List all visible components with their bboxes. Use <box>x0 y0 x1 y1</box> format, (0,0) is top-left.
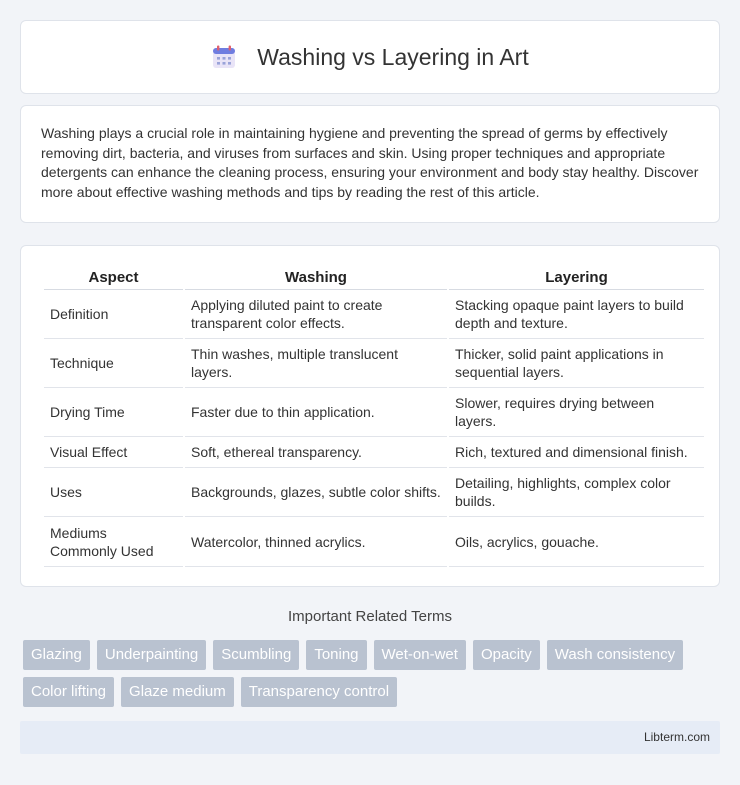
tag-glaze-medium[interactable]: Glaze medium <box>121 677 234 707</box>
cell-aspect: Uses <box>44 468 183 517</box>
related-terms-title: Important Related Terms <box>288 608 452 625</box>
intro-text: Washing plays a crucial role in maintaining hygiene and preventing the spread of germs by effectively removing dirt, bacteria, and viruses from surfaces and skin. Using proper techniques and appropriate detergents can enhance the cleaning process, ensuring your environment and body stay healthy. Discover more about effective washing methods and tips by reading the rest of this article. <box>41 125 699 200</box>
cell-layering: Detailing, highlights, complex color builds. <box>449 468 704 517</box>
cell-washing: Applying diluted paint to create transparent color effects. <box>185 290 447 339</box>
cell-layering: Slower, requires drying between layers. <box>449 388 704 437</box>
calendar-icon <box>211 44 237 70</box>
header-washing: Washing <box>185 262 447 290</box>
header-card <box>20 20 720 94</box>
footer <box>20 721 720 754</box>
tag-wet-on-wet[interactable]: Wet-on-wet <box>374 640 466 670</box>
table-row <box>44 468 704 517</box>
cell-layering: Stacking opaque paint layers to build depth and texture. <box>449 290 704 339</box>
tag-color-lifting[interactable]: Color lifting <box>23 677 114 707</box>
tag-wash-consistency[interactable]: Wash consistency <box>547 640 683 670</box>
cell-aspect: Drying Time <box>44 388 183 437</box>
cell-washing: Backgrounds, glazes, subtle color shifts. <box>185 468 447 517</box>
table-row <box>44 437 704 468</box>
footer-link[interactable]: Libterm.com <box>643 730 710 744</box>
tag-underpainting[interactable]: Underpainting <box>97 640 206 670</box>
header-layering: Layering <box>449 262 704 290</box>
comparison-table <box>42 262 706 567</box>
cell-layering: Thicker, solid paint applications in sequential layers. <box>449 339 704 388</box>
table-header-row <box>44 262 704 290</box>
cell-layering: Oils, acrylics, gouache. <box>449 517 704 567</box>
header-aspect: Aspect <box>44 262 183 290</box>
table-row <box>44 517 704 567</box>
cell-layering: Rich, textured and dimensional finish. <box>449 437 704 468</box>
cell-aspect: Definition <box>44 290 183 339</box>
intro-card <box>20 105 720 223</box>
tag-glazing[interactable]: Glazing <box>23 640 90 670</box>
tag-transparency-control[interactable]: Transparency control <box>241 677 397 707</box>
cell-washing: Soft, ethereal transparency. <box>185 437 447 468</box>
tag-toning[interactable]: Toning <box>306 640 366 670</box>
comparison-card <box>20 245 720 587</box>
cell-washing: Watercolor, thinned acrylics. <box>185 517 447 567</box>
tag-scumbling[interactable]: Scumbling <box>213 640 299 670</box>
cell-aspect: Technique <box>44 339 183 388</box>
cell-aspect: Mediums Commonly Used <box>44 517 183 567</box>
page-title: Washing vs Layering in Art <box>257 43 529 70</box>
tag-opacity[interactable]: Opacity <box>473 640 540 670</box>
table-row <box>44 388 704 437</box>
cell-aspect: Visual Effect <box>44 437 183 468</box>
cell-washing: Thin washes, multiple translucent layers. <box>185 339 447 388</box>
related-terms-list <box>23 640 723 707</box>
cell-washing: Faster due to thin application. <box>185 388 447 437</box>
table-row <box>44 339 704 388</box>
table-row <box>44 290 704 339</box>
